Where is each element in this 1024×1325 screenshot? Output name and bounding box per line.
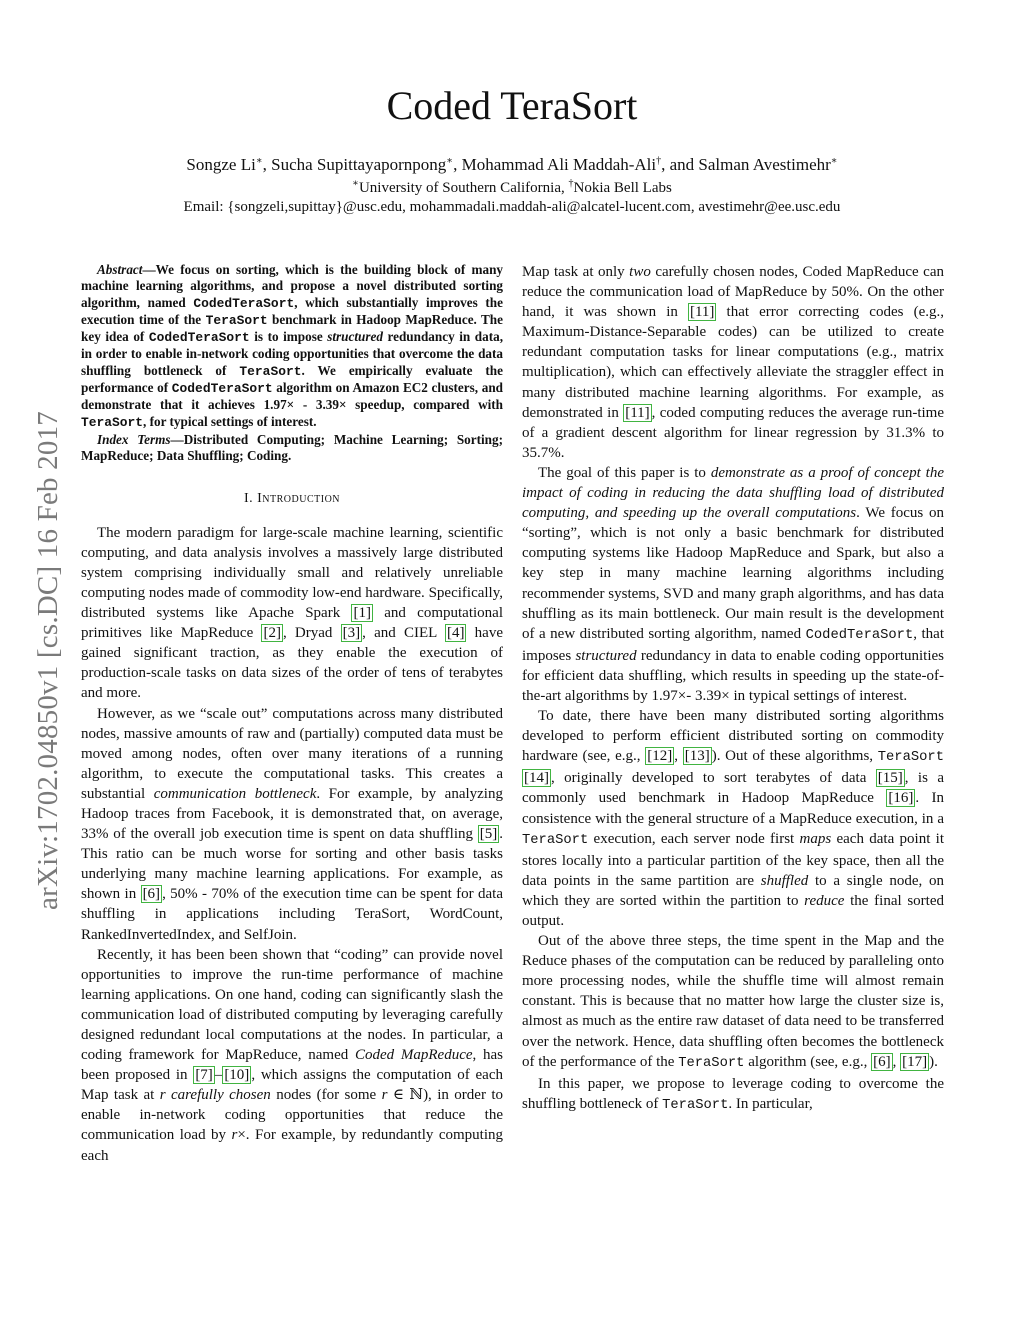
code: CodedTeraSort	[148, 330, 250, 346]
citation-link[interactable]: [2]	[263, 625, 281, 642]
text: , which assigns the computation of each Map task at	[81, 1067, 503, 1104]
index-terms	[81, 432, 503, 465]
code: TeraSort	[877, 750, 944, 766]
code: CodedTeraSort	[805, 627, 914, 643]
author-name: Sucha Supittayapornpong	[271, 155, 447, 174]
author-name: Salman Avestimehr	[698, 155, 831, 174]
text: ∈ ℕ), in order to enable in-network coding opportunities that reduce the communication load by	[81, 1087, 504, 1144]
affiliation-mark: ∗	[352, 178, 359, 189]
citation-link[interactable]: [10]	[224, 1067, 250, 1084]
emphasis: carefully chosen	[170, 1087, 271, 1104]
code: TeraSort	[662, 1097, 729, 1113]
text: execution, each server node first	[588, 830, 800, 847]
arxiv-stamp	[28, 350, 68, 970]
section-heading	[81, 489, 503, 509]
emphasis: two	[629, 264, 651, 280]
text: ).	[929, 1053, 938, 1070]
text: algorithm (see, e.g.,	[744, 1053, 872, 1070]
math-variable: r	[231, 1127, 238, 1144]
author-sep: ,	[453, 155, 462, 174]
text: algorithm on Amazon EC2 clusters, and demonstrate that it achieves 1.97× - 3.39× speedup, compared with	[81, 380, 503, 413]
affiliation: Nokia Bell Labs	[573, 180, 672, 196]
paragraph	[81, 945, 503, 1166]
text: nodes (for some	[270, 1087, 382, 1104]
emphasis: communication bottleneck	[153, 785, 317, 802]
paragraph	[522, 1074, 944, 1116]
text: . In particular,	[728, 1095, 813, 1112]
text: , originally developed to sort terabytes of data	[551, 770, 876, 787]
citation-link[interactable]: [4]	[446, 625, 465, 642]
code: CodedTeraSort	[193, 295, 295, 311]
paragraph	[81, 523, 503, 704]
text: the final sorted output.	[522, 892, 944, 929]
text: . For example, by analyzing Hadoop traces from Facebook, it is demonstrated that, on average, 33% of the overall job execution time is spent on data shuffling	[81, 785, 503, 843]
code: TeraSort	[205, 312, 268, 328]
affiliations	[0, 178, 1024, 197]
emphasis: Coded MapReduce	[354, 1047, 473, 1064]
text: , that imposes	[522, 625, 945, 664]
code: TeraSort	[522, 832, 589, 848]
paragraph	[522, 262, 944, 463]
text: –	[214, 1067, 223, 1084]
code: TeraSort	[239, 363, 302, 379]
citation-link[interactable]: [13]	[684, 748, 710, 765]
affiliation: University of Southern California,	[358, 180, 569, 196]
text: , 50% - 70% of the execution time can be spent for data shuffling in applications including TeraSort, WordCount, RankedInvertedIndex, and SelfJoin.	[81, 886, 503, 943]
text: , for typical settings of interest.	[143, 413, 317, 429]
text: have gained significant traction, as they enable the execution of production-scale tasks on data sizes of the order of tens of terabytes and more.	[81, 625, 503, 702]
right-column	[522, 262, 944, 1116]
text: . In consistence with the general structure of a MapReduce execution, in a	[522, 790, 945, 827]
emphasis: reduce	[804, 892, 845, 909]
author-mark: ∗	[446, 155, 454, 167]
paragraph	[522, 931, 944, 1074]
abstract	[81, 262, 503, 431]
paragraph	[81, 704, 503, 945]
text: carefully chosen nodes, Coded MapReduce can reduce the communication load of MapReduce by 50%. On the other hand, it was shown in	[522, 264, 944, 321]
author-name: Mohammad Ali Maddah-Ali	[461, 155, 657, 174]
math-variable: r	[381, 1087, 388, 1104]
text: —Distributed Computing; Machine Learning; Sorting; MapReduce; Data Shuffling; Coding.	[81, 431, 503, 464]
citation-link[interactable]: [3]	[342, 625, 361, 642]
author-mark: ∗	[255, 155, 263, 167]
text: In this paper, we propose to leverage coding to overcome the shuffling bottleneck of	[522, 1075, 944, 1112]
text: To date, there have been many distributed sorting algorithms developed to perform efficient distributed sorting on commodity hardware (see, e.g.,	[522, 708, 944, 765]
text: ,	[892, 1053, 901, 1070]
math-variable: r	[159, 1087, 166, 1104]
text: Out of the above three steps, the time spent in the Map and the Reduce phases of the computation can be reduced by paralleling onto more processing nodes, while the shuffle time will almost remain constant. This is because that no matter how large the cluster size is, almost as much as the entire raw dataset of data need to be transferred over the network. Hence, data shuffling often becomes the bottleneck of the performance of the	[522, 933, 944, 1070]
author-sep: , and	[661, 155, 699, 174]
emphasis: maps	[799, 830, 832, 847]
text: We focus on sorting, which is the building block of many machine learning algorithms, and propose a novel distributed sorting algorithm, named	[81, 262, 503, 310]
index-terms-label: Index Terms	[97, 431, 171, 447]
paragraph	[522, 463, 944, 706]
text: , has been proposed in	[81, 1047, 503, 1084]
citation-link[interactable]: [16]	[888, 790, 914, 807]
author-name: Songze Li	[186, 155, 256, 174]
citation-link[interactable]: [1]	[353, 605, 371, 622]
code: TeraSort	[678, 1055, 745, 1071]
citation-link[interactable]: [5]	[479, 826, 498, 843]
author-list	[0, 155, 1024, 175]
affiliation-mark: †	[568, 178, 574, 189]
text: . We empirically evaluate the performance of	[81, 362, 503, 396]
email-line: Email: {songzeli,supittay}@usc.edu, mohammadali.maddah-ali@alcatel-lucent.com, avestimehr@ee.usc.edu	[183, 199, 841, 215]
citation-link[interactable]: [12]	[647, 748, 673, 765]
emphasis: structured	[327, 329, 383, 345]
citation-link[interactable]: [6]	[142, 886, 161, 903]
text: ,	[674, 748, 683, 765]
text: . We focus on “sorting”, which is not only a basic benchmark for distributed computing systems like Hadoop MapReduce and Spark, but also a key step in many machine learning algorithms including recommender systems, SVD and many graph algorithms, and has data shuffling as its main bottleneck. Our main result is the development of a new distributed sorting algorithm, named	[522, 505, 944, 642]
section-number: I.	[243, 490, 254, 506]
code: TeraSort	[81, 414, 144, 430]
emphasis: structured	[575, 647, 637, 664]
section-title: Introduction	[257, 490, 341, 506]
text: Map task at only	[522, 264, 630, 280]
text: is to impose	[249, 329, 328, 345]
text: each data point it stores locally into a particular partition of the key space, then all the data points in the same partition are	[522, 830, 944, 889]
abstract-label: Abstract	[97, 262, 143, 277]
text: However, as we “scale out” computations across many distributed nodes, massive amounts of raw and (partially) computed data must be moved among nodes, often over many iterations of a running algorithm, to execute the computational tasks. This creates a substantial	[81, 705, 503, 802]
emphasis: shuffled	[760, 872, 809, 889]
author-sep: ,	[262, 155, 272, 174]
text: Recently, it has been been shown that “coding” can provide novel opportunities to improve the run-time performance of machine learning applications. On one hand, coding can significantly slash the communication load of distributed computing by leveraging carefully designed redundant local computations at the nodes. In particular, a coding framework for MapReduce, named	[81, 946, 503, 1064]
text: redundancy in data to enable coding opportunities for efficient data shuffling, which results in speeding up the state-of-the-art algorithms by 1.97×- 3.39× in typical settings of interest.	[522, 647, 944, 704]
text: The goal of this paper is to	[538, 464, 711, 481]
author-mark: †	[656, 155, 662, 167]
citation-link[interactable]: [14]	[524, 770, 549, 787]
citation-link[interactable]: [7]	[195, 1067, 213, 1084]
text: The modern paradigm for large-scale machine learning, scientific computing, and data analysis involves a massively large distributed system comprising individually small and relatively unreliable computing nodes made of commodity low-end hardware. Specifically, distributed systems like Apache Spark	[81, 524, 503, 622]
text: ×. For example, by redundantly computing each	[81, 1127, 503, 1164]
emphasis: demonstrate as a proof of concept the impact of coding in reducing the data shuffling load of distributed computing, and speeding up the overall computations	[522, 464, 945, 522]
arxiv-id: arXiv:1702.04850v1 [cs.DC] 16 Feb 2017	[31, 410, 64, 910]
abstract-dash: —	[142, 262, 156, 277]
code: CodedTeraSort	[171, 381, 273, 397]
text: , coded computing reduces the average run-time of a gradient descent algorithm for linear regression by 31.3% to 35.7%.	[522, 404, 944, 461]
text: . This ratio can be much worse for sorting and other basis tasks underlying many machine learning applications. For example, as shown in	[81, 826, 503, 903]
text: ). Out of these algorithms,	[711, 748, 878, 765]
text: , is a commonly used benchmark in Hadoop MapReduce	[522, 770, 944, 807]
text: and computational primitives like MapReduce	[81, 605, 503, 642]
text: , Dryad	[282, 625, 341, 642]
text: , and CIEL	[362, 625, 445, 642]
left-column	[81, 262, 503, 1166]
citation-link[interactable]: [11]	[625, 404, 650, 421]
author-mark: ∗	[830, 155, 838, 167]
text: to a single node, on which they are sorted within the partition to	[522, 872, 944, 909]
text: redundancy in data, in order to enable in-network coding opportunities that overcome the data shuffling bottleneck of	[81, 329, 504, 378]
citation-link[interactable]: [6]	[873, 1053, 891, 1070]
text: benchmark in Hadoop MapReduce. The key idea of	[81, 311, 503, 345]
citation-link[interactable]: [17]	[902, 1053, 928, 1070]
text: that error correcting codes (e.g., Maximum-Distance-Separable codes) can be utilized to create redundant computation tasks for linear computations (e.g., matrix multiplication), which can effectively alleviate the straggler effect in many distributed machine learning algorithms. For example, as demonstrated in	[522, 304, 944, 421]
citation-link[interactable]: [11]	[689, 304, 715, 321]
citation-link[interactable]: [15]	[877, 770, 903, 787]
paper-title: Coded TeraSort	[386, 83, 638, 128]
text: , which substantially improves the execution time of the	[81, 294, 503, 327]
paragraph	[522, 706, 944, 931]
